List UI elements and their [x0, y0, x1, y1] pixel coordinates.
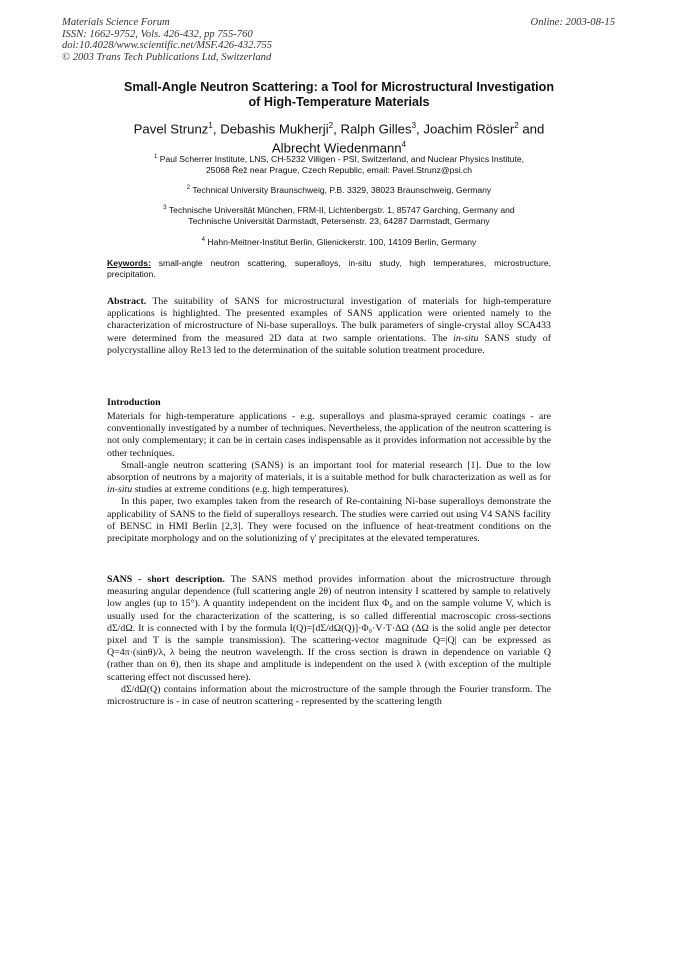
- online-date: Online: 2003-08-15: [530, 17, 615, 28]
- section-heading-sans: SANS - short description.: [107, 574, 225, 585]
- affiliation-2: [60, 183, 618, 196]
- affiliation-text: 25068 Řež near Prague, Czech Republic, email: Pavel.Strunz@psi.ch: [205, 165, 473, 176]
- keywords-label: Keywords:: [107, 258, 151, 268]
- journal-header: [62, 17, 382, 63]
- paragraph: In this paper, two examples taken from the research of Re-containing Ni-base superalloys demonstrate the applicability of SANS to the field of superalloys research. The studies were carried out using V4 SANS facility of BENSC in HMI Berlin [2,3]. They were focused on the influence of heat-treatment conditions on the precipitate morphology and on the solutionizing of γ' precipitates at the elevated temperatures.: [107, 496, 551, 545]
- affiliation-4: [60, 235, 618, 248]
- sans-description: [107, 574, 551, 708]
- issn-line: ISSN: 1662-9752, Vols. 426-432, pp 755-760: [62, 28, 253, 40]
- affiliation-text: Technische Universität Darmstadt, Petersenstr. 23, 64287 Darmstadt, Germany: [188, 216, 490, 227]
- affiliation-text: Hahn-Meitner-Institut Berlin, Glienickerstr. 100, 14109 Berlin, Germany: [207, 236, 477, 247]
- author-affil-mark: 3: [411, 121, 417, 130]
- paragraph-text: Small-angle neutron scattering (SANS) is an important tool for material research [1]. Due to the low absorption of neutrons by a majority of materials, it is a suitable method for bulk characterization as well as for: [107, 459, 551, 484]
- author-list: [60, 118, 618, 157]
- affiliation-number: 1: [153, 154, 158, 160]
- paragraph-emphasis: in-situ: [107, 484, 133, 496]
- section-heading-introduction: Introduction: [107, 397, 161, 408]
- abstract-text: SANS study of polycrystalline alloy Re13 led to the determination of the suitable solution treatment procedure.: [107, 332, 551, 356]
- paragraph: [107, 460, 551, 497]
- affiliation-number: 3: [163, 205, 167, 212]
- abstract: [107, 296, 551, 357]
- author-name: Pavel Strunz: [133, 121, 209, 137]
- author-affil-mark: 4: [401, 140, 407, 150]
- keywords-text: small-angle neutron scattering, superalloys, in-situ study, high temperatures, microstructure, precipitation.: [107, 258, 551, 280]
- author-separator: ,: [416, 121, 424, 137]
- affiliation-text: Technische Universität München, FRM-II, Lichtenbergstr. 1, 85747 Garching, Germany and: [168, 205, 515, 216]
- author-separator: ,: [333, 121, 341, 137]
- paragraph: [107, 574, 551, 684]
- copyright-line: © 2003 Trans Tech Publications Ltd, Switzerland: [62, 51, 272, 63]
- abstract-label: Abstract.: [107, 296, 147, 307]
- author-name: Ralph Gilles: [340, 121, 412, 137]
- abstract-emphasis: in-situ: [453, 332, 479, 344]
- abstract-text: The suitability of SANS for microstructural investigation of materials for high-temperature applications is highlighted. The presented examples of SANS application were oriented namely to the characterization of microstructure of Ni-base superalloys. The bulk parameters of single-crystal alloy SCA433 were determined from the measured 2D data at two sample orientations. The: [107, 296, 551, 344]
- paragraph: Materials for high-temperature applications - e.g. superalloys and plasma-sprayed ceramic coatings - are conventionally investigated by a number of techniques. Nevertheless, the application of the neutron scattering is not only complementary; it can be in certain cases indispensable as it provides information not accessible by the other techniques.: [107, 411, 551, 459]
- author-name: Debashis Mukherji: [220, 121, 329, 137]
- paragraph-text: The SANS method provides information about the microstructure through measuring angular dependence (full scattering angle 2θ) of neutron intensity I scattered by sample to relatively low angles (up to 15°). A quantity independent on the incident flux Φ₀ and on the sample volume V, which is usually used for the characterization of the scattering, is so called differential macroscopic cross-sections dΣ/dΩ. It is connected with I by the formula I(Q)=[dΣ/dΩ(Q)]·Φ₀·V·T·ΔΩ (ΔΩ is the solid angle per detector pixel and T is the sample transmission). The scattering-vector magnitude Q=|Q| can be expressed as Q=4π·(sinθ)/λ, λ being the neutron wavelength. If the cross section is drawn in dependence on variable Q (rather than on θ), then its shape and amplitude is independent on the used λ (with exception of the multiple scattering effect not discussed here).: [107, 574, 551, 683]
- affiliation-text: Technical University Braunschweig, P.B. 3329, 38023 Braunschweig, Germany: [192, 185, 492, 196]
- affiliation-list: [60, 152, 618, 255]
- keywords: [107, 258, 551, 280]
- paragraph: dΣ/dΩ(Q) contains information about the microstructure of the sample through the Fourier transform. The microstructure is - in case of neutron scattering - represented by the scattering length: [107, 683, 551, 708]
- journal-name: Materials Science Forum: [62, 17, 170, 28]
- author-name: Joachim Rösler: [423, 121, 515, 137]
- affiliation-number: 2: [186, 185, 191, 192]
- author-separator: ,: [212, 121, 221, 137]
- title-line-1: Small-Angle Neutron Scattering: a Tool for Microstructural Investigation: [123, 80, 555, 94]
- paragraph-text: studies at extreme conditions (e.g. high temperatures).: [132, 484, 349, 496]
- paper-title: [60, 80, 618, 110]
- affiliation-text: Paul Scherrer Institute, LNS, CH-5232 Villigen - PSI, Switzerland, and Nuclear Physics Institute,: [159, 153, 525, 164]
- author-affil-mark: 2: [328, 121, 334, 130]
- introduction-body: [107, 411, 551, 545]
- affiliation-3: [60, 203, 618, 227]
- author-name: Albrecht Wiedenmann: [271, 140, 402, 156]
- affiliation-1: [60, 152, 618, 176]
- author-affil-mark: 1: [208, 121, 213, 130]
- doi-line: doi:10.4028/www.scientific.net/MSF.426-432.755: [62, 40, 272, 52]
- author-affil-mark: 2: [514, 121, 519, 130]
- title-line-2: of High-Temperature Materials: [248, 95, 430, 109]
- affiliation-number: 4: [201, 236, 206, 243]
- author-and: and: [518, 121, 545, 137]
